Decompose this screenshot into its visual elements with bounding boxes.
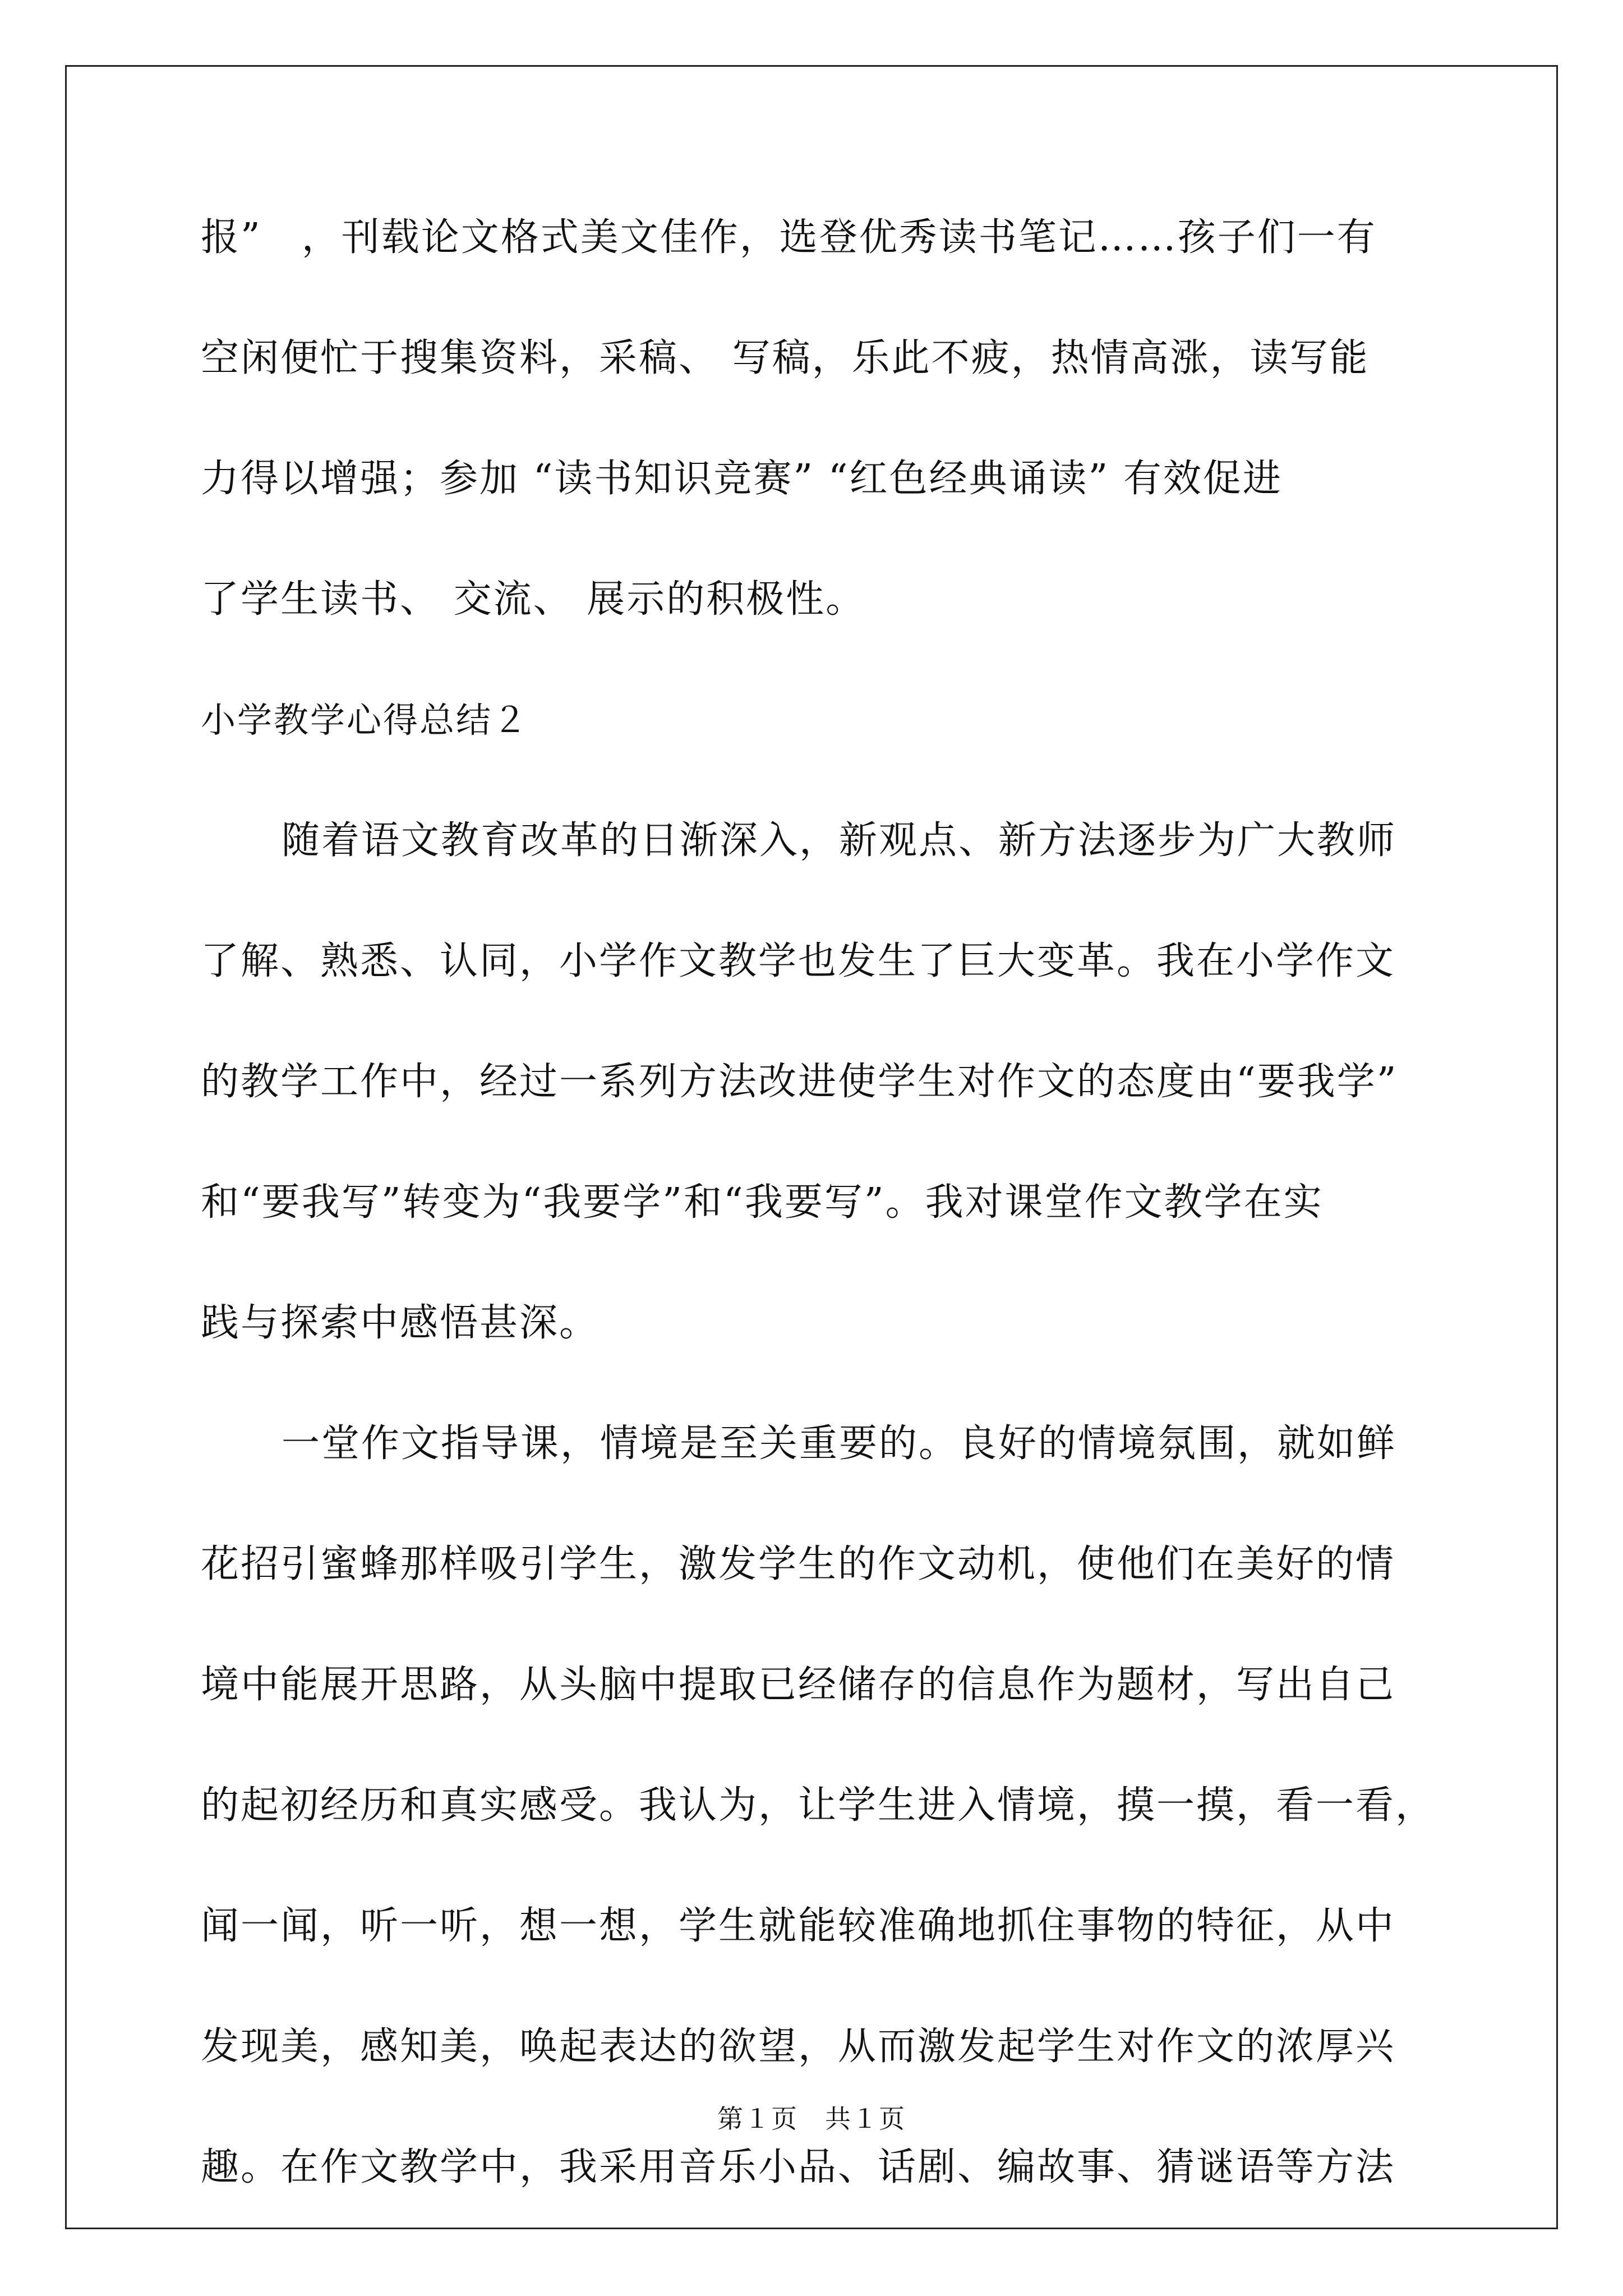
paragraph-line: 闻一闻，听一听，想一想，学生就能较准确地抓住事物的特征，从中 <box>201 1904 1396 1948</box>
text-line: 力得以增强；参加 “读书知识竞赛” “红色经典诵读” 有效促进 <box>201 457 1283 501</box>
paragraph-line: 随着语文教育改革的日渐深入，新观点、新方法逐步为广大教师 <box>282 818 1397 863</box>
paragraph-line: 和“要我写”转变为“我要学”和“我要写”。我对课堂作文教学在实 <box>201 1180 1324 1225</box>
page-number-footer: 第１页 共１页 <box>717 2104 906 2134</box>
paragraph-line: 境中能展开思路，从头脑中提取已经储存的信息作为题材，写出自己 <box>201 1663 1396 1707</box>
text-line: 空闲便忙于搜集资料，采稿、 写稿，乐此不疲，热情高涨，读写能 <box>201 336 1370 380</box>
paragraph-line: 践与探索中感悟甚深。 <box>201 1301 600 1345</box>
paragraph-line: 了解、熟悉、认同，小学作文教学也发生了巨大变革。我在小学作文 <box>201 939 1396 983</box>
text-line: 了学生读书、 交流、 展示的积极性。 <box>201 577 866 622</box>
text-line: 报” ，刊载论文格式美文佳作，选登优秀读书笔记……孩子们一有 <box>201 215 1377 260</box>
document-body <box>201 215 1436 2189</box>
paragraph-line: 趣。在作文教学中，我采用音乐小品、话剧、编故事、猜谜语等方法 <box>201 2145 1396 2189</box>
paragraph-line: 一堂作文指导课，情境是至关重要的。良好的情境氛围，就如鲜 <box>282 1421 1397 1466</box>
paragraph-line: 的教学工作中，经过一系列方法改进使学生对作文的态度由“要我学” <box>201 1060 1398 1104</box>
paragraph-line: 的起初经历和真实感受。我认为，让学生进入情境，摸一摸，看一看， <box>201 1783 1436 1828</box>
paragraph-line: 发现美，感知美，唤起表达的欲望，从而激发起学生对作文的浓厚兴 <box>201 2024 1396 2069</box>
paragraph-line: 花招引蜜蜂那样吸引学生，激发学生的作文动机，使他们在美好的情 <box>201 1542 1396 1586</box>
section-heading: 小学教学心得总结２ <box>201 700 529 740</box>
